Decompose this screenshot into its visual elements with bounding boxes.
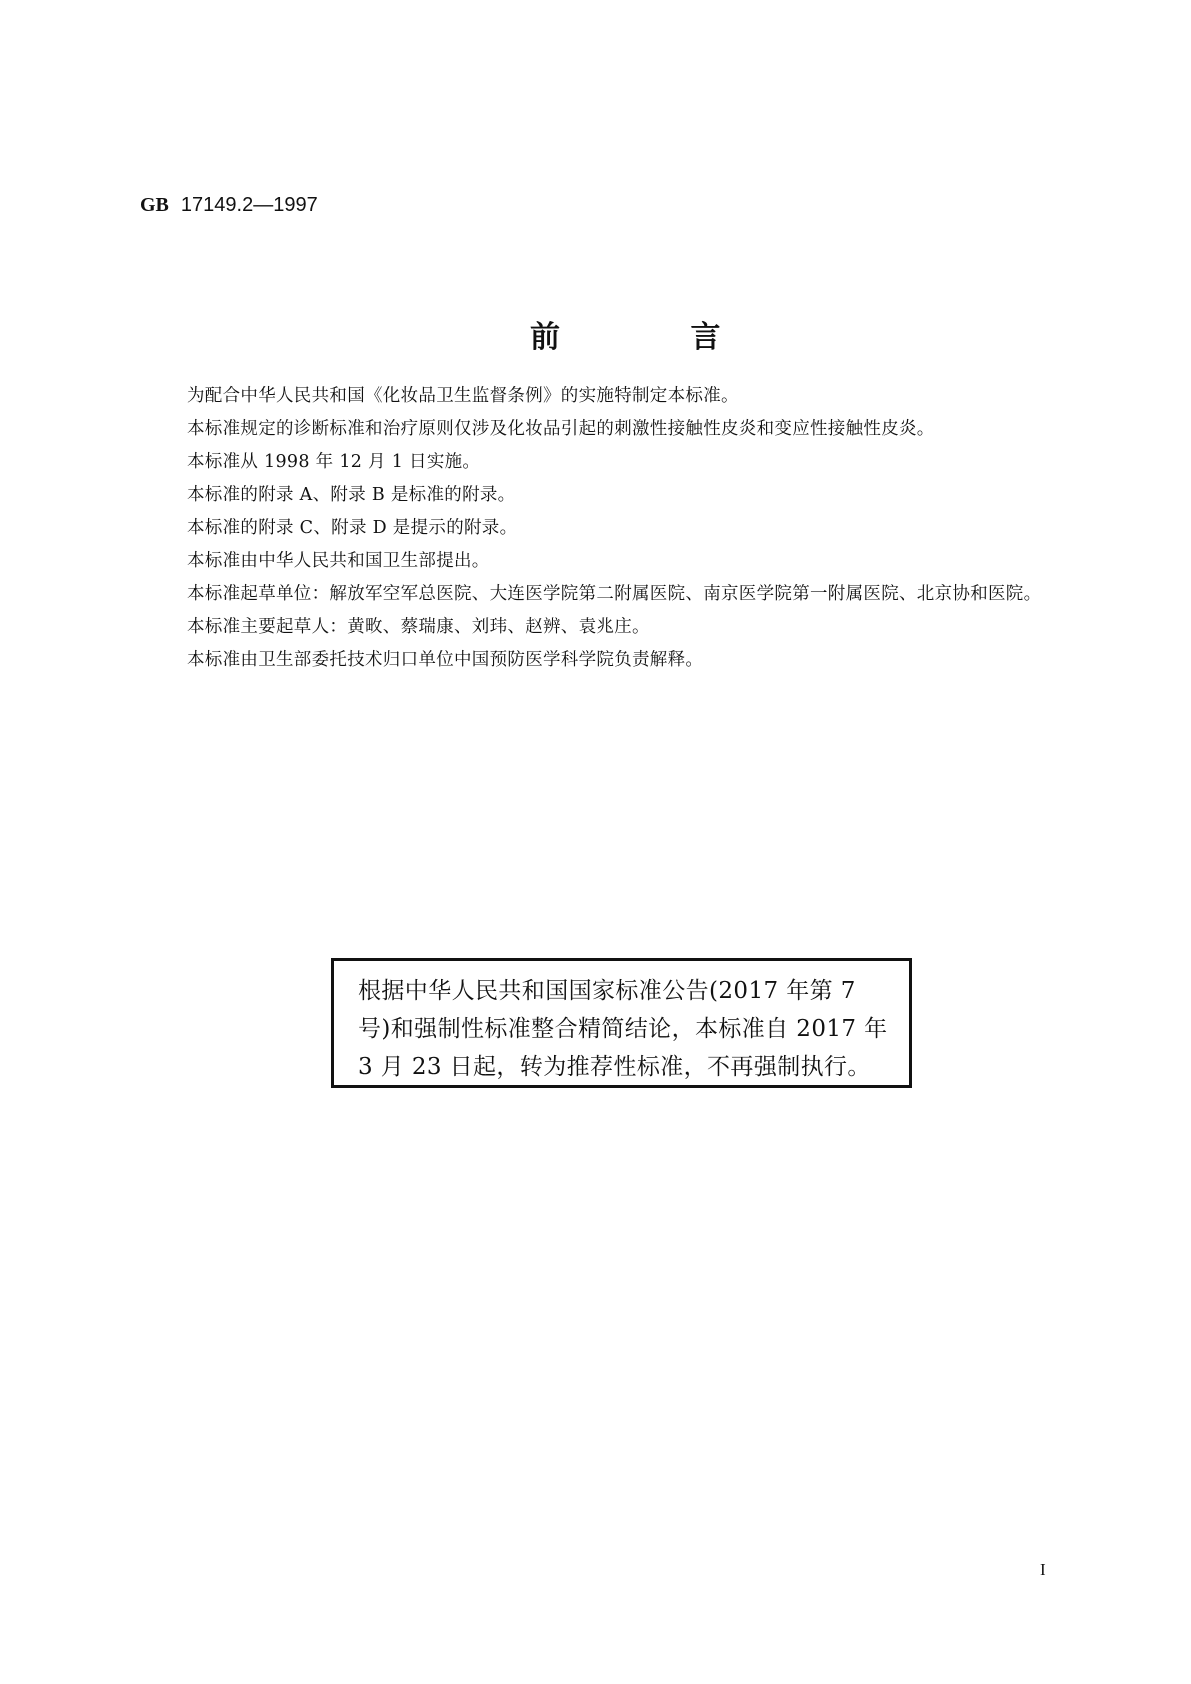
foreword-body (127, 380, 1087, 677)
standard-prefix: GB (140, 194, 169, 216)
paragraph: 本标准从 1998 年 12 月 1 日实施。 (187, 452, 481, 472)
document-header (140, 192, 318, 217)
paragraph: 本标准起草单位：解放军空军总医院、大连医学院第二附属医院、南京医学院第一附属医院、北京协和医院。 (187, 584, 1042, 604)
paragraph: 为配合中华人民共和国《化妆品卫生监督条例》的实施特制定本标准。 (187, 386, 739, 406)
page-number: I (1040, 1560, 1046, 1579)
paragraph: 本标准主要起草人：黄畋、蔡瑞康、刘玮、赵辨、袁兆庄。 (187, 617, 650, 637)
page-title: 前 言 (530, 320, 781, 355)
paragraph: 本标准的附录 A、附录 B 是标准的附录。 (187, 485, 516, 505)
paragraph: 本标准由中华人民共和国卫生部提出。 (187, 551, 490, 571)
paragraph: 本标准由卫生部委托技术归口单位中国预防医学科学院负责解释。 (187, 650, 704, 670)
paragraph: 本标准的附录 C、附录 D 是提示的附录。 (187, 518, 518, 538)
standard-number: 17149.2—1997 (180, 194, 318, 216)
paragraph: 本标准规定的诊断标准和治疗原则仅涉及化妆品引起的刺激性接触性皮炎和变应性接触性皮炎。 (187, 419, 935, 439)
notice-box: 根据中华人民共和国国家标准公告(2017 年第 7 号)和强制性标准整合精简结论，本标准自 2017 年 3 月 23 日起，转为推荐性标准，不再强制执行。 (331, 958, 912, 1088)
